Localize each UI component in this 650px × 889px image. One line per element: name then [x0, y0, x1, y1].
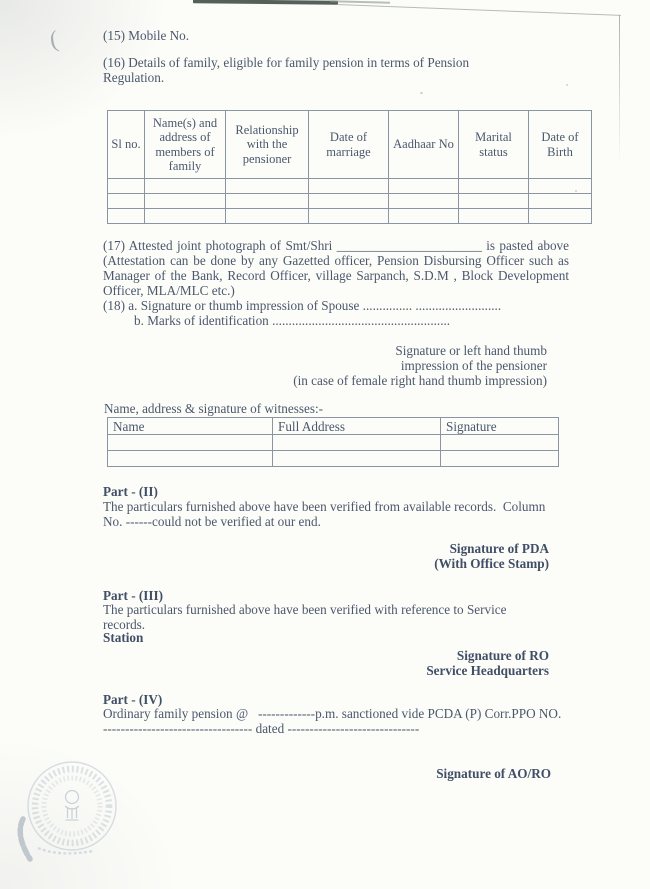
field-16-family-details: [103, 55, 567, 85]
empty-cell: [389, 179, 459, 194]
col-header-date-of-marriage: Date of marriage: [309, 111, 389, 179]
field-15-mobile-no: [103, 28, 567, 43]
aoro-signature-text: Signature of AO/RO: [436, 766, 551, 781]
witness-table-header-row: [108, 418, 559, 435]
col-header-witness-signature: Signature: [441, 418, 559, 435]
station-label-text: Station: [103, 630, 144, 645]
pensioner-signature-caption: [103, 343, 547, 388]
part-3-body: [103, 602, 569, 632]
witnesses-section-label: [104, 401, 568, 416]
witness-table-empty-row: [108, 451, 559, 467]
stamp-emblem-icon: [65, 791, 79, 821]
field-15-label: (15) Mobile No.: [103, 28, 190, 43]
ink-smudge-mark: [20, 819, 30, 859]
part-2-title: [103, 484, 567, 499]
part-4-title-text: Part - (IV): [103, 692, 163, 707]
empty-cell: [389, 209, 459, 224]
col-header-sl-no: Sl no.: [108, 111, 145, 179]
empty-cell: [108, 194, 145, 209]
empty-cell: [108, 209, 145, 224]
pensioner-signature-line-2: impression of the pensioner: [400, 358, 547, 373]
station-label: [103, 630, 567, 645]
witness-table-empty-row: [108, 435, 559, 451]
empty-cell: [309, 194, 389, 209]
part-4-line-2: ---------------------------------- dated ------------------------------: [103, 721, 420, 736]
pda-signature-caption: [103, 541, 549, 571]
empty-cell: [309, 209, 389, 224]
ro-signature-caption: [103, 648, 549, 678]
pensioner-signature-line-1: Signature or left hand thumb: [395, 343, 547, 358]
family-members-table: [107, 110, 592, 224]
aoro-signature-caption: [103, 766, 551, 781]
pda-signature-line-2: (With Office Stamp): [434, 556, 549, 571]
pensioner-signature-line-3: (in case of female right hand thumb impression): [293, 373, 547, 388]
col-header-date-of-birth: Date of Birth: [529, 111, 592, 179]
ro-signature-line-1: Signature of RO: [456, 648, 549, 663]
family-table-empty-row: [108, 179, 592, 194]
empty-cell: [459, 179, 529, 194]
witnesses-label-text: Name, address & signature of witnesses:-: [104, 401, 324, 416]
empty-cell: [441, 451, 559, 467]
part-2-line-2: No. ------could not be verified at our end.: [103, 514, 321, 529]
empty-cell: [145, 194, 226, 209]
empty-cell: [441, 435, 559, 451]
empty-cell: [145, 209, 226, 224]
field-16-line-2: Regulation.: [103, 70, 165, 85]
field-17-line-4: Officer, MLA/MLC etc.): [103, 283, 235, 298]
empty-cell: [226, 194, 309, 209]
col-header-witness-name: Name: [108, 418, 273, 435]
col-header-name-address: Name(s) and address of members of family: [145, 111, 226, 179]
empty-cell: [459, 194, 529, 209]
empty-cell: [226, 209, 309, 224]
part-3-line-1: The particulars furnished above have been verified with reference to Service: [103, 602, 507, 617]
scan-speck: [420, 92, 423, 94]
col-header-witness-address: Full Address: [273, 418, 441, 435]
handwritten-bracket-mark: (: [47, 26, 61, 54]
field-18a-spouse-signature: (18) a. Signature or thumb impression of Spouse ............... ..........................: [103, 298, 502, 313]
part-4-body: [103, 706, 569, 736]
ro-signature-line-2: Service Headquarters: [426, 663, 549, 678]
official-round-stamp-icon: [14, 755, 139, 875]
part-3-title-text: Part - (III): [103, 588, 164, 603]
col-header-relationship: Relationship with the pensioner: [226, 111, 309, 179]
empty-cell: [108, 451, 273, 467]
empty-cell: [309, 179, 389, 194]
empty-cell: [273, 451, 441, 467]
family-table-empty-row: [108, 194, 592, 209]
part-3-line-2: records.: [103, 617, 146, 632]
empty-cell: [389, 194, 459, 209]
col-header-aadhaar-no: Aadhaar No: [389, 111, 459, 179]
family-table-empty-row: [108, 209, 592, 224]
field-18b-marks-of-identification: b. Marks of identification ......................................................: [134, 313, 451, 328]
empty-cell: [529, 194, 592, 209]
witnesses-table: [107, 417, 559, 467]
empty-cell: [459, 209, 529, 224]
part-2-line-1: The particulars furnished above have been verified from available records. Column: [103, 499, 546, 514]
empty-cell: [108, 435, 273, 451]
field-17-line-3: Manager of the Bank, Record Officer, village Sarpanch, S.D.M , Block Development: [103, 268, 569, 283]
scan-edge-dark-band: [193, 0, 338, 4]
family-table-header-row: [108, 111, 592, 179]
part-2-body: [103, 499, 569, 529]
part-3-title: [103, 588, 567, 603]
scan-page-edge-vertical-line: [619, 15, 620, 165]
part-4-line-1: Ordinary family pension @ -------------p.m. sanctioned vide PCDA (P) Corr.PPO NO.: [103, 706, 562, 721]
scan-page-edge-diagonal-line: [337, 4, 621, 16]
field-17-line-2: (Attestation can be done by any Gazetted officer, Pension Disbursing Officer such as: [103, 253, 569, 268]
empty-cell: [108, 179, 145, 194]
empty-cell: [273, 435, 441, 451]
field-16-line-1: (16) Details of family, eligible for family pension in terms of Pension: [103, 55, 470, 70]
pda-signature-line-1: Signature of PDA: [449, 541, 549, 556]
part-4-title: [103, 692, 567, 707]
field-17-18-block: [103, 238, 569, 328]
empty-cell: [226, 179, 309, 194]
field-17-line-1: (17) Attested joint photograph of Smt/Shri ______________________ is pasted above: [103, 238, 569, 253]
part-2-title-text: Part - (II): [103, 484, 158, 499]
empty-cell: [145, 179, 226, 194]
empty-cell: [529, 179, 592, 194]
col-header-marital-status: Marital status: [459, 111, 529, 179]
empty-cell: [529, 209, 592, 224]
